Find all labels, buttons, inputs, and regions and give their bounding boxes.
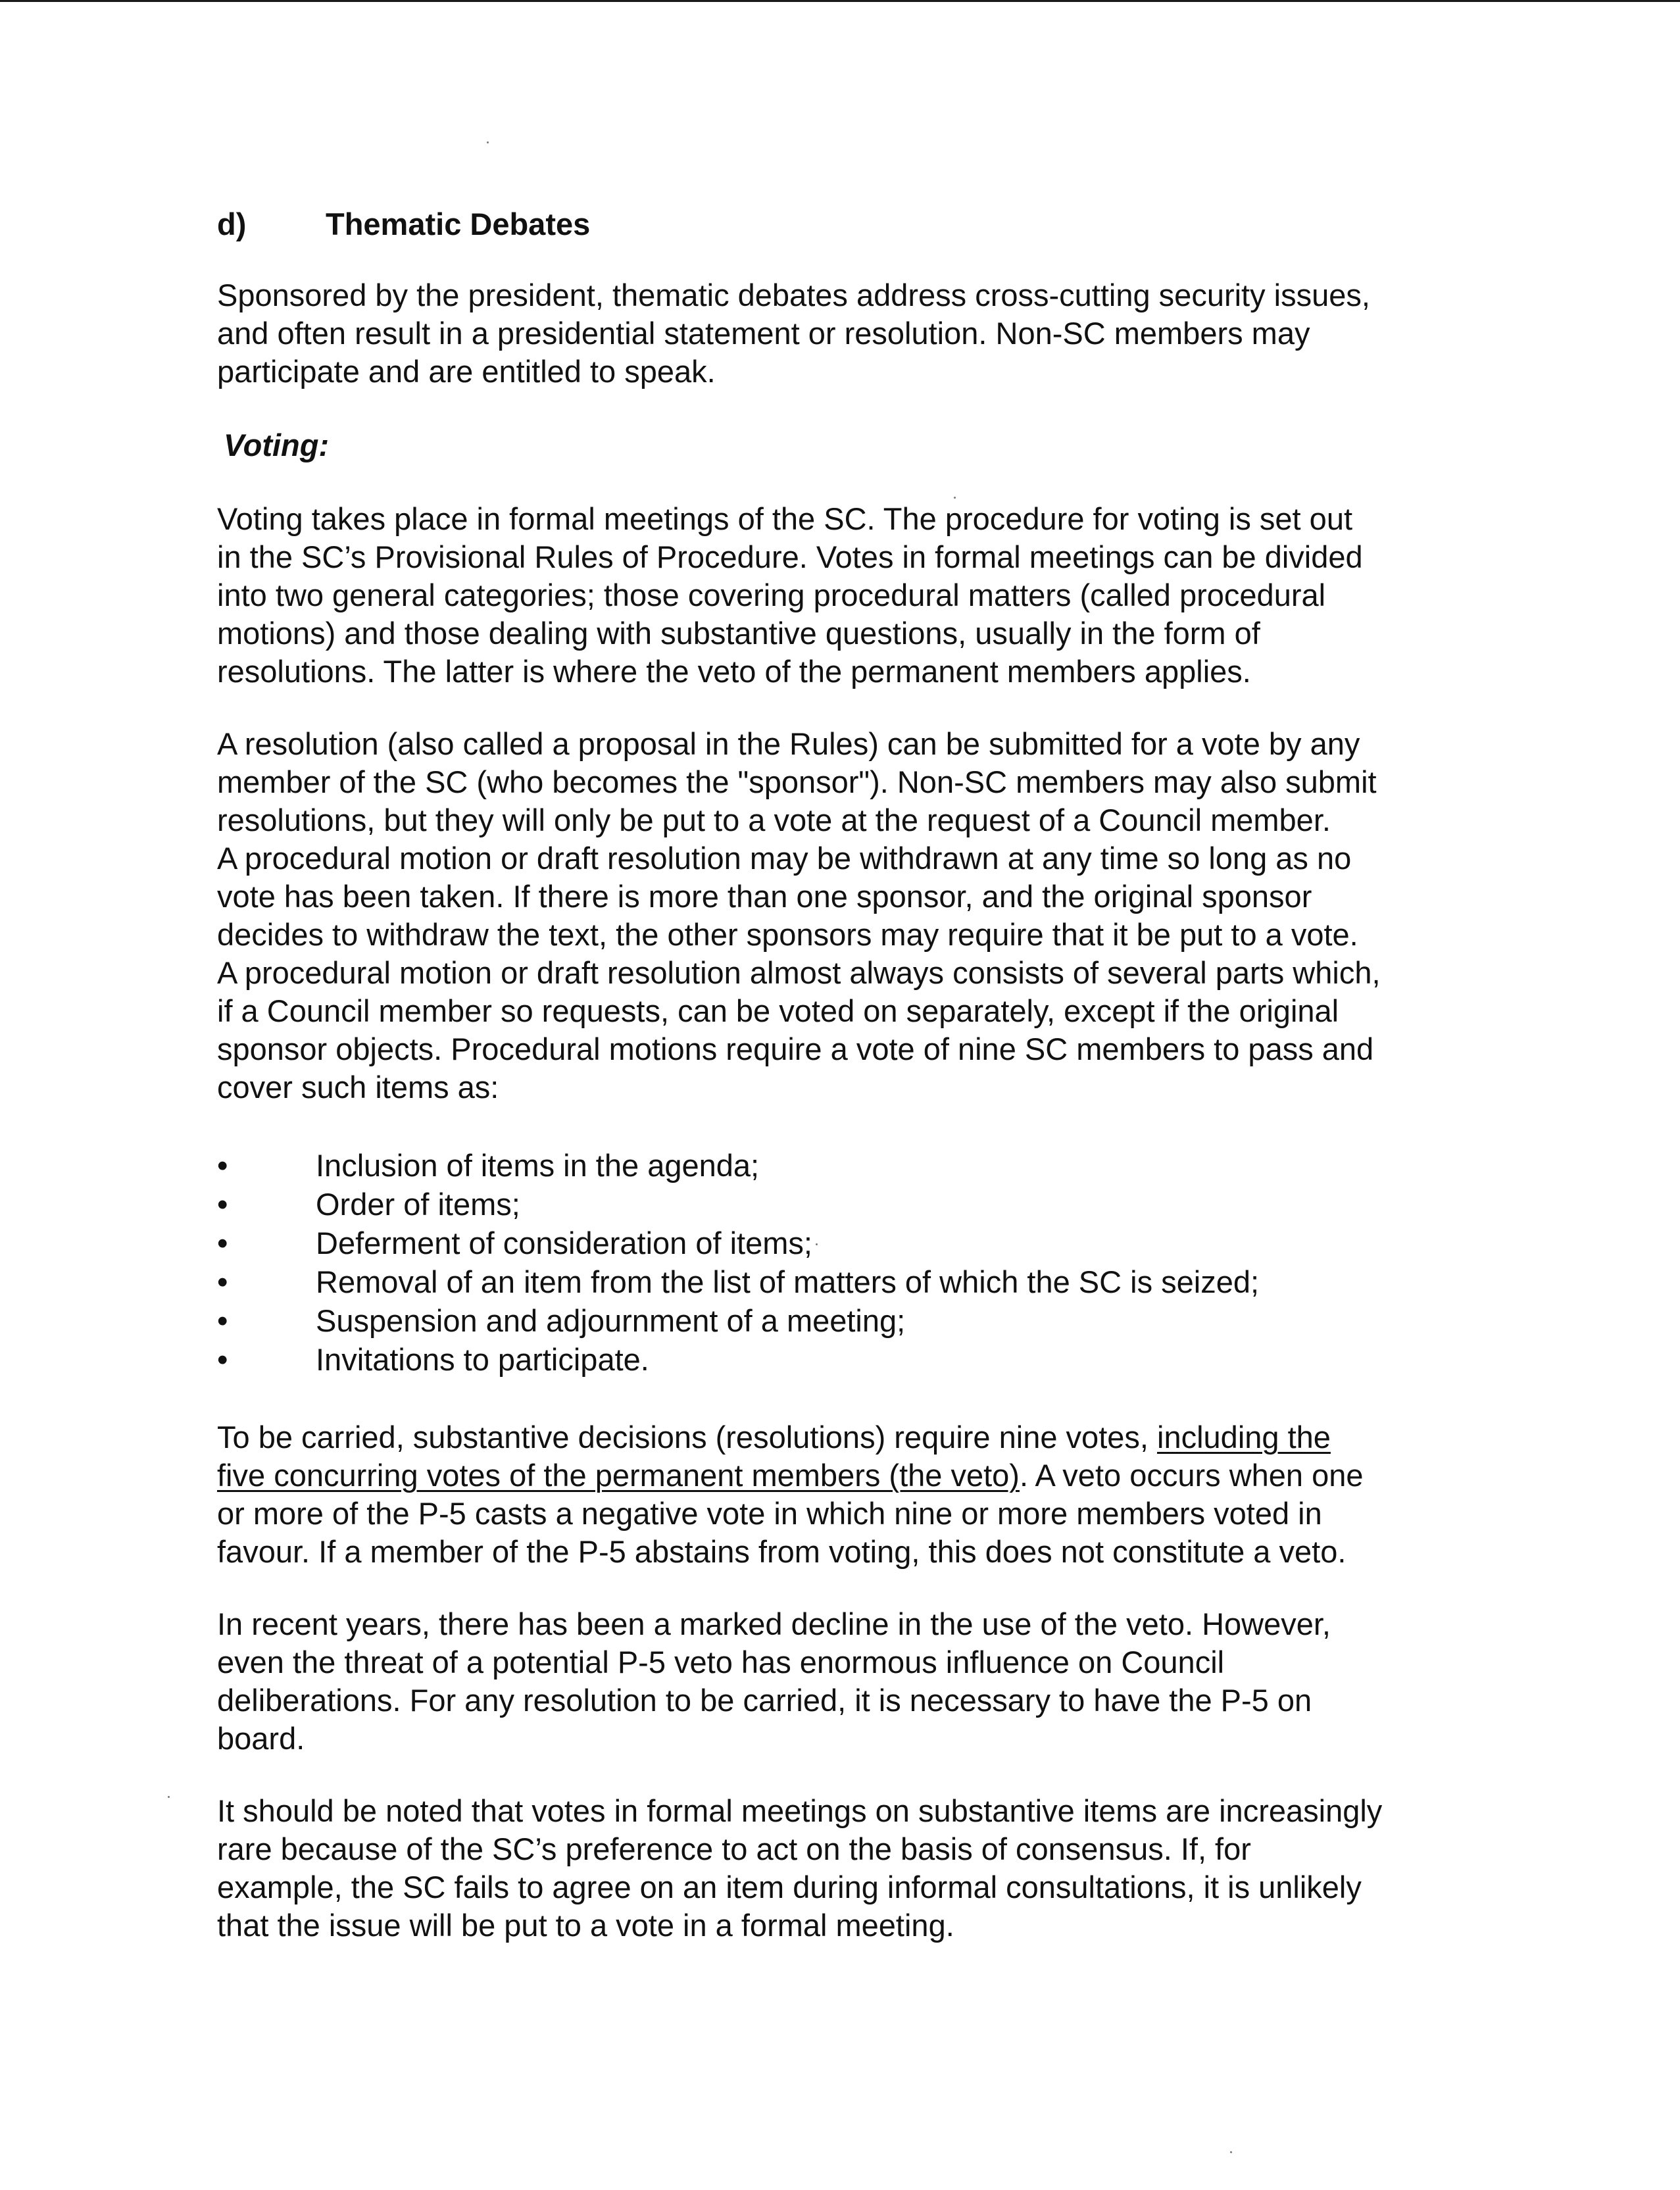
substantive-decisions-paragraph: To be carried, substantive decisions (resolutions) require nine votes, including the five concurring votes of the permanent members (the veto). A veto occurs when one or more of the P-5 casts a negative vote in which nine or more members voted in favour. If a member of the P-5 abstains from voting, this does not constitute a veto. (217, 1420, 1364, 1569)
list-item: • Inclusion of items in the agenda; (217, 1146, 1539, 1185)
list-item: • Deferment of consideration of items; (217, 1224, 1539, 1262)
list-item: • Order of items; (217, 1185, 1539, 1224)
voting-heading: Voting: (224, 428, 330, 462)
scan-speck (168, 1796, 170, 1798)
document-page (217, 204, 1539, 1978)
scan-top-edge (0, 0, 1680, 2)
resolution-paragraph: A resolution (also called a proposal in the Rules) can be submitted for a vote by any member of the SC (who becomes the "sponsor"). Non-SC members may also submit resolutions, but they will only be put to a vote at the request of a Council member. A procedural motion or draft resolution may be withdrawn at any time so long as no vote has been taken. If there is more than one sponsor, and the original sponsor decides to withdraw the text, the other sponsors may require that it be put to a vote. A procedural motion or draft resolution almost always consists of several parts which, if a Council member so requests, can be voted on separately, except if the original sponsor objects. Procedural motions require a vote of nine SC members to pass and cover such items as: (217, 726, 1381, 1105)
list-item: • Suspension and adjournment of a meeting; (217, 1301, 1539, 1340)
bullet-icon: • (217, 1226, 228, 1260)
bullet-icon: • (217, 1264, 228, 1299)
veto-emphasis: including the five concurring votes of the permanent members (the veto) (217, 1420, 1331, 1493)
section-title: Thematic Debates (326, 207, 591, 241)
list-item: • Removal of an item from the list of matters of which the SC is seized; (217, 1262, 1539, 1301)
list-item: • Invitations to participate. (217, 1340, 1539, 1379)
voting-paragraph: Voting takes place in formal meetings of the SC. The procedure for voting is set out in the SC’s Provisional Rules of Procedure. Votes in formal meetings can be divided into two general categories; those covering procedural matters (called procedural motions) and those dealing with substantive questions, usually in the form of resolutions. The latter is where the veto of the permanent members applies. (217, 501, 1363, 689)
bullet-icon: • (217, 1303, 228, 1338)
scan-speck (1230, 2151, 1232, 2153)
bullet-icon: • (217, 1342, 228, 1377)
bullet-icon: • (217, 1148, 228, 1183)
scan-speck (487, 141, 489, 143)
consensus-paragraph: It should be noted that votes in formal meetings on substantive items are increasingly rare because of the SC’s preference to act on the basis of consensus. If, for example, the SC fails to agree on an item during informal consultations, it is unlikely that the issue will be put to a vote in a formal meeting. (217, 1793, 1383, 1943)
section-heading (217, 204, 1539, 245)
veto-decline-paragraph: In recent years, there has been a marked decline in the use of the veto. However, even the threat of a potential P-5 veto has enormous influence on Council deliberations. For any resolution to be carried, it is necessary to have the P-5 on board. (217, 1606, 1331, 1756)
procedural-items-list (217, 1146, 1539, 1379)
thematic-debates-paragraph: Sponsored by the president, thematic debates address cross-cutting security issues, and often result in a presidential statement or resolution. Non-SC members may participate and are entitled to speak. (217, 278, 1370, 389)
bullet-icon: • (217, 1187, 228, 1222)
section-letter: d) (217, 207, 247, 241)
